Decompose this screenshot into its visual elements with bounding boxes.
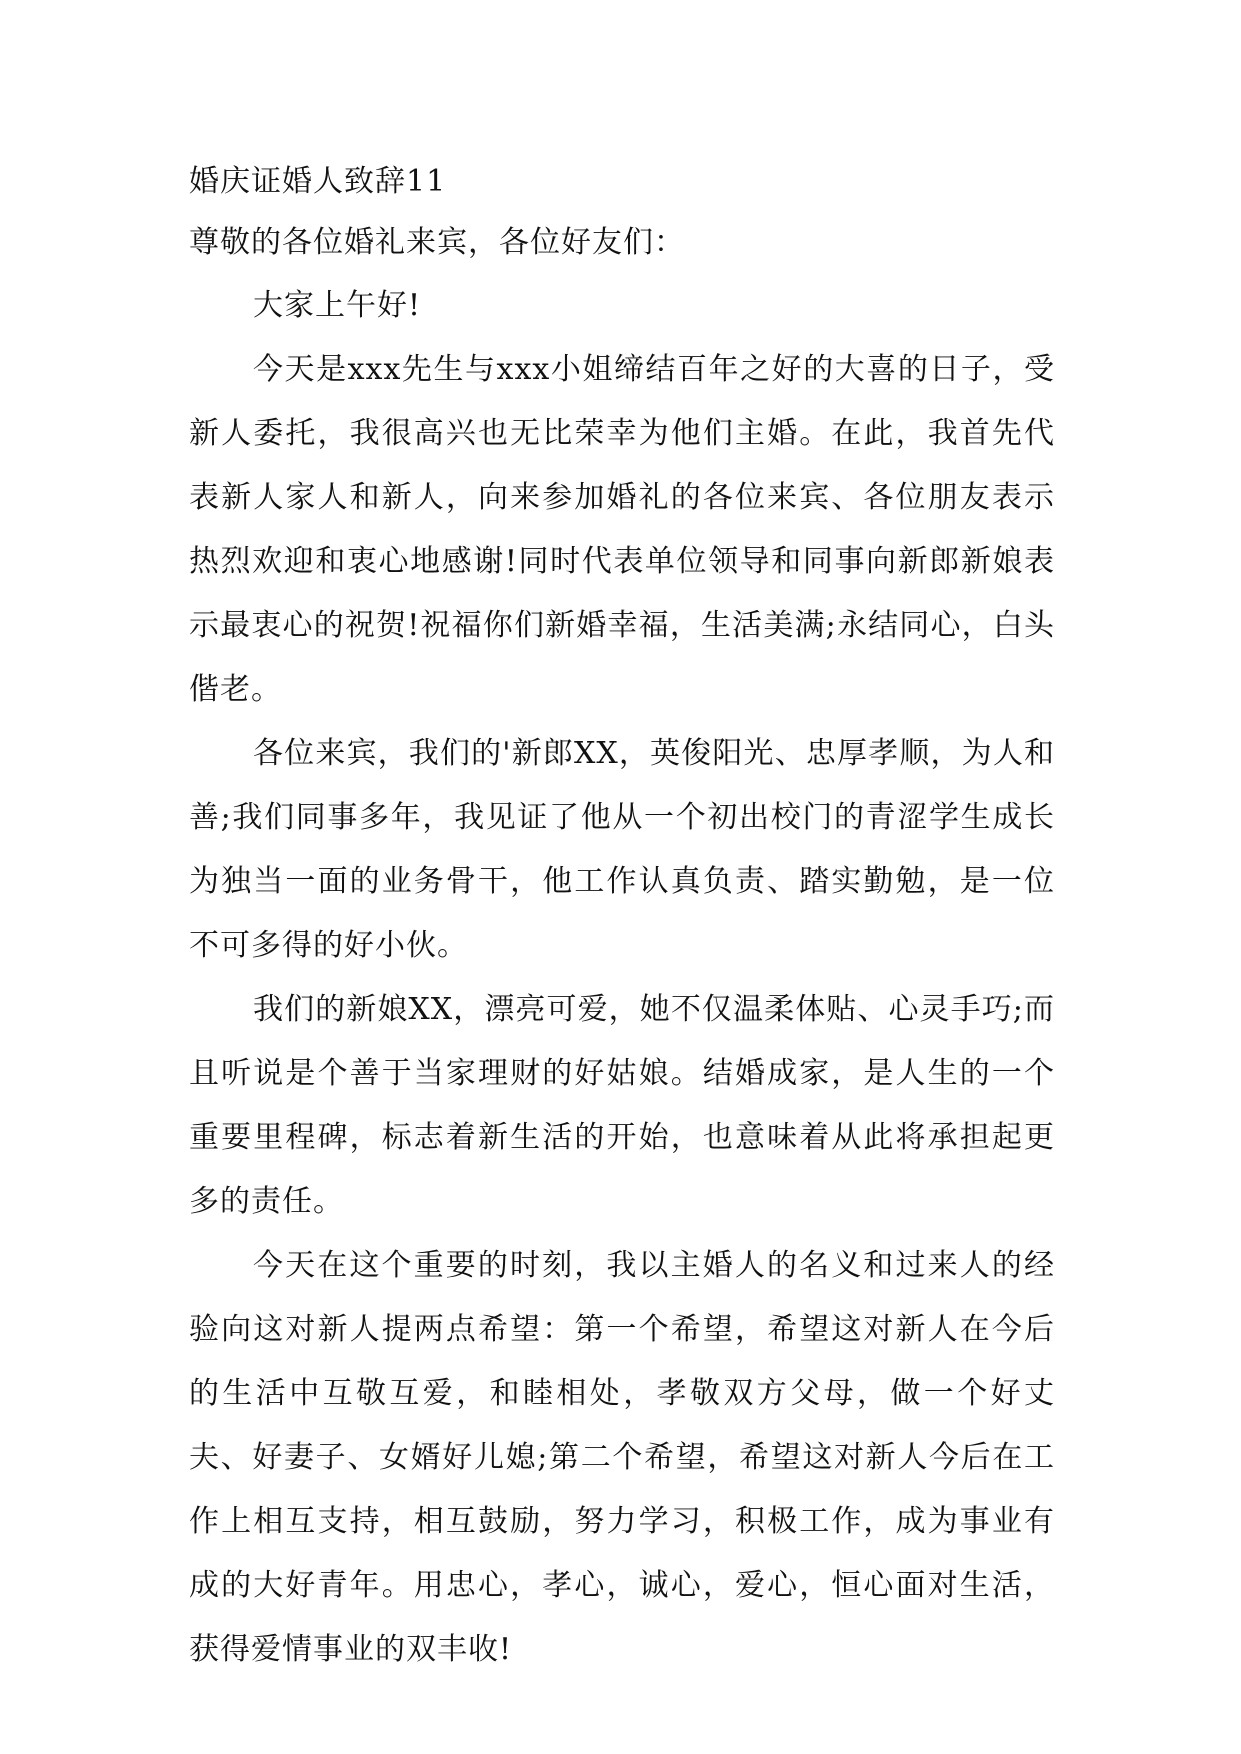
paragraph-groom: 各位来宾，我们的'新郎XX，英俊阳光、忠厚孝顺，为人和善;我们同事多年，我见证了他从一个初出校门的青涩学生成长为独当一面的业务骨干，他工作认真负责、踏实勤勉，是一位不可多得的好小伙。 [189, 736, 1055, 963]
paragraph-bride: 我们的新娘XX，漂亮可爱，她不仅温柔体贴、心灵手巧;而且听说是个善于当家理财的好姑娘。结婚成家，是人生的一个重要里程碑，标志着新生活的开始，也意味着从此将承担起更多的责任。 [189, 992, 1055, 1219]
document-body [189, 152, 1055, 1682]
paragraph-greeting: 大家上午好! [253, 288, 422, 323]
salutation: 尊敬的各位婚礼来宾，各位好友们： [189, 225, 685, 260]
paragraph-wishes: 今天在这个重要的时刻，我以主婚人的名义和过来人的经验向这对新人提两点希望：第一个希望，希望这对新人在今后的生活中互敬互爱，和睦相处，孝敬双方父母，做一个好丈夫、好妻子、女婿好儿媳;第二个希望，希望这对新人今后在工作上相互支持，相互鼓励，努力学习，积极工作，成为事业有成的大好青年。用忠心，孝心，诚心，爱心，恒心面对生活，获得爱情事业的双丰收! [189, 1248, 1055, 1667]
paragraph-welcome: 今天是xxx先生与xxx小姐缔结百年之好的大喜的日子，受新人委托，我很高兴也无比荣幸为他们主婚。在此，我首先代表新人家人和新人，向来参加婚礼的各位来宾、各位朋友表示热烈欢迎和衷心地感谢!同时代表单位领导和同事向新郎新娘表示最衷心的祝贺!祝福你们新婚幸福，生活美满;永结同心，白头偕老。 [189, 352, 1055, 707]
document-title: 婚庆证婚人致辞11 [189, 164, 447, 199]
